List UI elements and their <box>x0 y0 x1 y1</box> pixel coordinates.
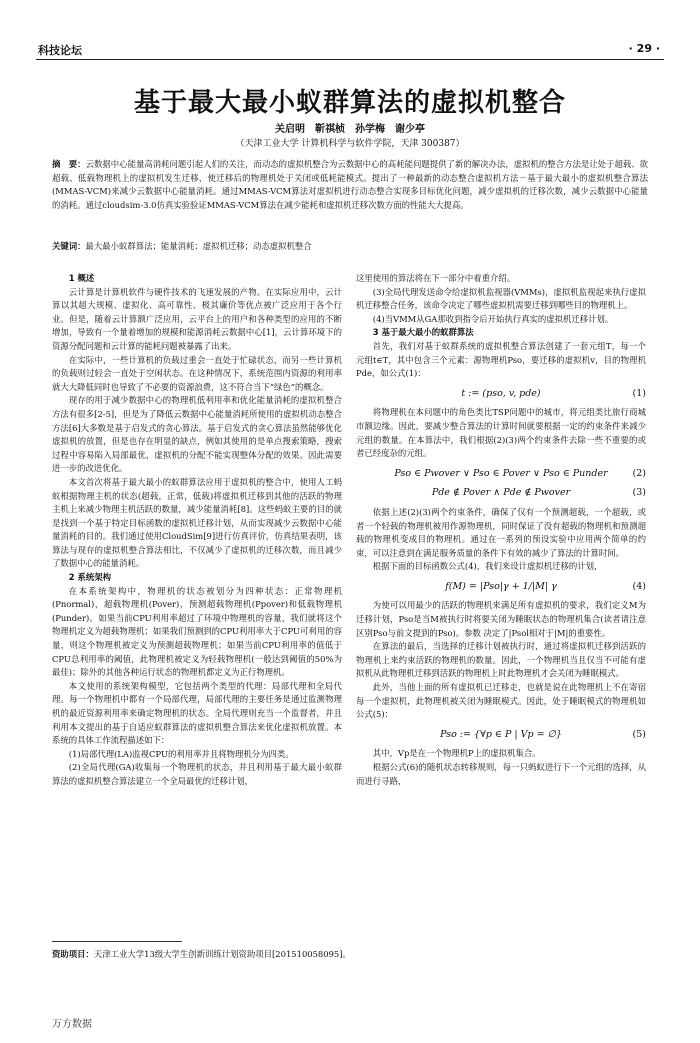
paragraph: 依据上述(2)(3)两个约束条件，确保了仅有一个预测超载，一个超载，或者一个轻载的物理机被用作源物理机，同时保证了没有超载的物理机和预测超载的物理机变成目的物理机。通过在一系列的预设实验中应用两个简单的约束，可以注意到在满足服务质量的条件下有效的减少了算法的计算时间。 <box>356 506 646 558</box>
list-item: (4)当VMM从GA那收到指令后开始执行真实的虚拟机迁移计划。 <box>372 313 614 324</box>
funding-footnote <box>52 948 351 960</box>
equation-number: (1) <box>632 387 646 399</box>
page-number: · 29 · <box>628 42 660 55</box>
footnote-rule <box>52 941 182 942</box>
paragraph: 现存的用于减少数据中心的物理机低利用率和优化能量消耗的虚拟机整合方法有很多[2-5]，但是为了降低云数据中心能量消耗所使用的虚拟机动态整合方法[6]大多数是基于启发式的贪心算法。基于启发式的贪心算法虽然能够优化虚拟机的放置，但是也存在明显的缺点，例如其使用的是单点搜索策略，搜索过程中容易陷入局部最优，虚拟机的分配不能实现整体分配的效果。因此需要进一步的改进优化。 <box>52 395 342 474</box>
equation-3 <box>356 486 646 500</box>
abstract <box>52 158 648 212</box>
section-heading: 1 概述 <box>68 273 95 283</box>
abstract-text: 云数据中心能量高消耗问题引起人们的关注，而动态的虚拟机整合为云数据中心的高耗能问题提供了新的解决办法，虚拟机的整合方法是让处于超载、欲超载、低载物理机上的虚拟机发生迁移，使迁移后的物理机处于关闭或低耗能模式。提出了一种最新的动态整合虚拟机方法－基于最大最小的虚拟机整合算法(MMAS-VCM)来减少云数据中心能量消耗。通过MMAS-VCM算法对虚拟机进行动态整合实现多目标优化问题，减少虚拟机的迁移次数，减少云数据中心能量的消耗。通过cloudsim-3.0仿真实验验证MMAS-VCM算法在减少能耗和虚拟机迁移次数方面的性能大大提高。 <box>52 159 649 210</box>
wanfang-watermark: 万方数据 <box>52 1019 92 1030</box>
affiliation: （天津工业大学 计算机科学与软件学院，天津 300387） <box>235 139 465 149</box>
paragraph: 在算法的最后，当选择的迁移计划被执行时，通过将虚拟机迁移到活跃的物理机上来约束活跃的物理机的数量。因此，一个物理机当且仅当不可能有虚拟机从此物理机迁移到活跃的物理机上时此物理机才会关闭为睡眠模式。 <box>356 641 646 679</box>
equation-4 <box>356 580 646 594</box>
paragraph: 此外，当他上面的所有虚拟机已迁移走，也就是说在此物理机上不在寄宿每一个虚拟机，此物理机被关闭为睡眠模式。因此，处于睡眠模式的物理机如公式(5)： <box>356 682 646 720</box>
paragraph: 在本系统架构中，物理机的状态被划分为四种状态：正常物理机(Pnormal)，超载物理机(Pover)，预测超载物理机(Ppover)和低载物理机(Punder)。如果当前CPU利用率超过了环境中物理机的容量，我们就将这个物理机定义为超载物理机；如果我们预测到的CPU利用率大于CPU可利用的容量，则这个物理机被定义为预测超载物理机；如果当前CPU利用率的值低于CPU总利用率的阈值，此物理机被定义为轻载物理机(一般达到阈值的50%为最佳)；除外的其他各种运行状态的物理机都定义为正行物理机。 <box>52 585 342 678</box>
section-heading: 3 基于最大最小的蚁群算法 <box>372 327 474 338</box>
equation-body: f(M) = |Pso|γ + 1/|M| γ <box>445 580 557 592</box>
equation-number: (2) <box>632 467 646 479</box>
journal-column-name: 科技论坛 <box>38 44 82 57</box>
abstract-label: 摘 要： <box>52 159 86 169</box>
list-item: (3)全局代理发送命令给虚拟机监视器(VMMs)，虚拟机监视起来执行虚拟机迁移整合任务，该命令决定了哪些虚拟机需要迁移到哪些目的物理机上。 <box>356 286 646 311</box>
equation-number: (3) <box>632 487 646 499</box>
equation-5 <box>356 728 646 742</box>
left-column <box>52 272 342 789</box>
paragraph: 根据下面的目标函数公式(4)，我们来设计虚拟机迁移的计划， <box>372 561 603 572</box>
equation-1 <box>356 387 646 401</box>
paper-title: 基于最大最小蚁群算法的虚拟机整合 <box>133 88 566 118</box>
paragraph: 这里使用的算法将在下一部分中着重介绍。 <box>356 273 516 283</box>
footnote-label: 资助项目： <box>52 949 94 959</box>
paragraph: 在实际中，一些计算机的负载过重会一直处于忙碌状态，而另一些计算机的负载则过轻会一直处于空闲状态。在这种情况下，系统范围内资源的利用率就大大降低同时也导致了不必要的资源浪费，这不符合当下“绿色”的概念。 <box>52 354 342 392</box>
equation-number: (4) <box>632 580 646 592</box>
equation-2 <box>356 467 646 481</box>
authors: 关启明 靳祺桢 孙学梅 谢少亭 <box>275 124 425 135</box>
equation-body: Pso ∈ Pwover ∨ Pso ∈ Pover ∨ Pso ∈ Punder <box>394 467 608 479</box>
paragraph: 本文首次将基于最大最小的蚁群算法应用于虚拟机的整合中，使用人工蚂蚁根据物理主机的状态(超载，正常，低载)将虚拟机迁移到其他的活跃的物理主机上来减少物理主机活跃的数量，减少能量消耗[8]。这些蚂蚁主要的目的就是找到一个基于特定目标函数的虚拟机迁移计划，从而实现减少云数据中心能量消耗的目的。我们通过使用CloudSim[9]进行仿真评价，仿真结果表明，该算法与现存的虚拟机整合算法相比，不仅减少了虚拟机的迁移次数，而且减少了数据中心的能量消耗。 <box>52 476 342 569</box>
footnote-text: 天津工业大学13级大学生创新训练计划资助项目[201510058095]。 <box>93 949 351 959</box>
paragraph: 将物理机在本问题中的角色类比TSP问题中的城市，将元组类比旅行商城市额边缘。因此，要减少整合算法的计算时间就要根据一定的约束条件来减少元组的数量。在本算法中，我们根据(2)(3)两个约束条件去除一些不重要的或者已经度杂的元组。 <box>356 407 646 459</box>
paragraph: 本文使用的系统架构模型，它包括两个类型的代理：局部代理和全局代理。每一个物理机中都有一个局部代理，局部代理的主要任务是通过监测物理机的最近资源利用率来确定物理机的状态。全局代理则充当一个监督者，并且利用本文提出的基于自适应蚁群算法的虚拟机整合算法来优化虚拟机放置。本系统的具体工作流程描述如下： <box>52 680 342 746</box>
list-item: (1)局部代理(LA)监视CPU的利用率并且将物理机分为四类。 <box>68 748 294 759</box>
equation-number: (5) <box>632 728 646 740</box>
paragraph: 首先，我们对基于蚁群系统的虚拟机整合算法创建了一套元组T，每一个元组t∈T，其中包含三个元素：源物理机Pso，要迁移的虚拟机v，目的物理机Pde，如公式(1)： <box>356 340 646 379</box>
equation-body: Pso := {∀p ∈ P | Vp = ∅} <box>440 728 562 740</box>
section-heading: 2 系统架构 <box>68 572 112 583</box>
paragraph: 其中，Vp是在一个物理机P上的虚拟机集合。 <box>372 748 541 759</box>
keywords-label: 关键词： <box>52 241 86 251</box>
list-item: (2)全局代理(GA)收集每一个物理机的状态，并且利用基于最大最小蚁群算法的虚拟机整合算法建立一个全局最优的迁移计划， <box>52 762 342 786</box>
equation-body: Pde ∉ Pover ∧ Pde ∉ Pwover <box>431 487 571 499</box>
right-column <box>356 272 646 788</box>
keywords <box>52 240 648 252</box>
equation-body: t := (pso, v, pde) <box>461 387 541 399</box>
paragraph: 根据公式(6)的随机状态转移规则，每一只蚂蚁进行下一个元组的选择，从而进行寻路， <box>356 762 646 786</box>
paragraph: 云计算是计算机软件与硬件技术的飞速发展的产物。在实际应用中，云计算以其超大规模、虚拟化、高可靠性、极其廉价等优点被广泛应用于各个行业。但是，随着云计算额广泛应用，云平台上的用户和各种类型的应用的不断增加，导致有一个量着增加的规模和能源消耗云数据中心[1]，云计算环境下的资源分配问题和云计算的能耗问题被暴露了出来。 <box>52 286 342 351</box>
keywords-text: 最大最小蚁群算法；能量消耗；虚拟机迁移；动态虚拟机整合 <box>85 241 312 251</box>
paragraph: 为使可以用最少的活跃的物理机来满足所有虚拟机的要求，我们定义M为迁移计划，Pso是当M被执行时将要关闭为睡眠状态的物理机集合(读者请注意区别Pso与前文提到的Pso)。参数 决定了|Psol相对于|M|的重要性。 <box>356 600 646 638</box>
header-rule <box>36 59 664 60</box>
